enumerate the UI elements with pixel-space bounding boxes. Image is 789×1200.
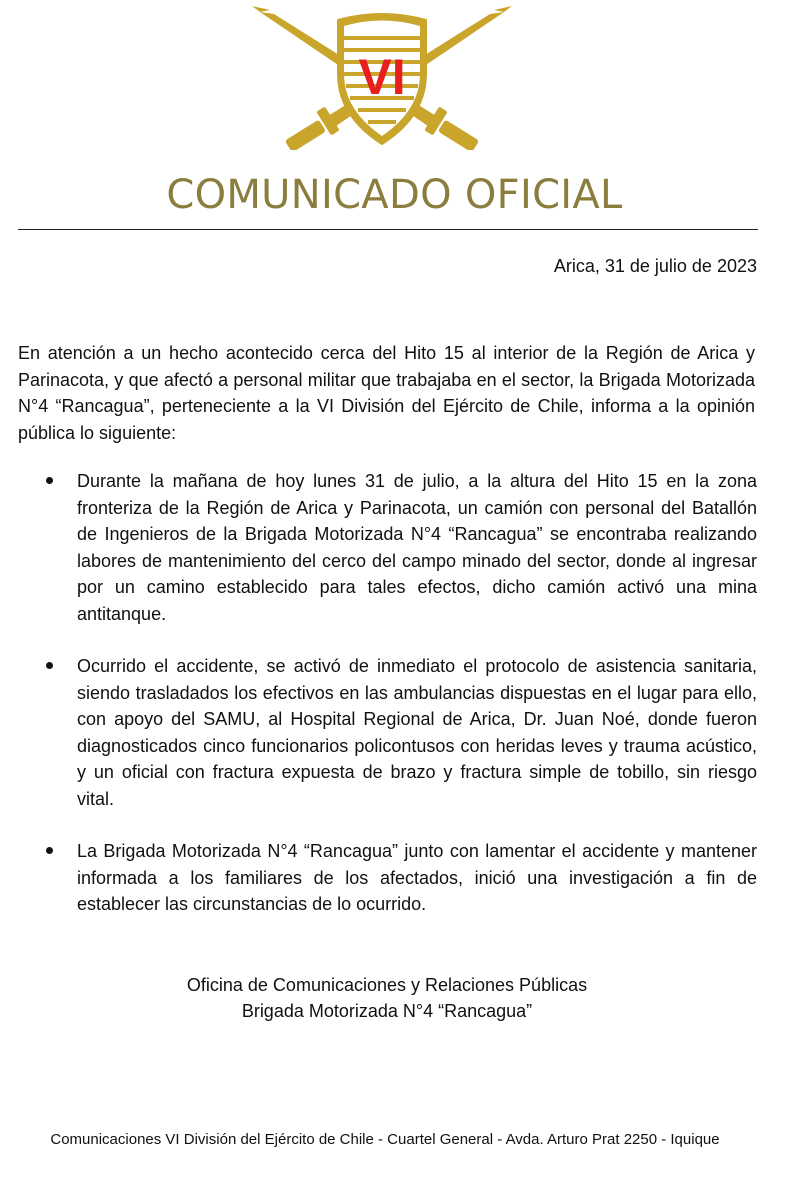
page-title: COMUNICADO OFICIAL bbox=[166, 172, 623, 218]
list-item-text: Ocurrido el accidente, se activó de inmediato el protocolo de asistencia sanitaria, siendo trasladados los efectivos en las ambulancias dispuestas en el lugar para ello, con apoyo del SAMU, al Hospital Regional de Arica, Dr. Juan Noé, donde fueron diagnosticados cinco funcionarios policontusos con heridas leves y trauma acústico, y un oficial con fractura expuesta de brazo y fractura simple de tobillo, sin riesgo vital. bbox=[77, 656, 757, 809]
intro-paragraph: En atención a un hecho acontecido cerca del Hito 15 al interior de la Región de Arica y Parinacota, y que afectó a personal militar que trabajaba en el sector, la Brigada Motorizada N°4 “Rancagua”, perteneciente a la VI División del Ejército de Chile, informa a la opinión pública lo siguiente: bbox=[18, 343, 755, 443]
list-item-text: La Brigada Motorizada N°4 “Rancagua” junto con lamentar el accidente y mantener informada a los familiares de los afectados, inició una investigación a fin de establecer las circunstancias de lo ocurrido. bbox=[77, 841, 757, 914]
army-emblem-icon bbox=[246, 4, 518, 150]
signature-office: Oficina de Comunicaciones y Relaciones Públicas bbox=[186, 975, 588, 995]
list-item bbox=[0, 468, 757, 627]
signature-unit: Brigada Motorizada N°4 “Rancagua” bbox=[241, 1001, 533, 1021]
list-item-text: Durante la mañana de hoy lunes 31 de julio, a la altura del Hito 15 en la zona fronteriza de la Región de Arica y Parinacota, un camión con personal del Batallón de Ingenieros de la Brigada Motorizada N°4 “Rancagua” se encontraba realizando labores de mantenimiento del cerco del campo minado del sector, donde al ingresar por un camino establecido para tales efectos, dicho camión activó una mina antitanque. bbox=[77, 471, 757, 624]
date-line: Arica, 31 de julio de 2023 bbox=[553, 256, 757, 276]
bullet-dot-icon bbox=[46, 662, 53, 669]
statement-list bbox=[0, 468, 789, 944]
page-footer: Comunicaciones VI División del Ejército de Chile - Cuartel General - Avda. Arturo Prat 2250 - Iquique bbox=[50, 1131, 720, 1148]
emblem-numeral: VI bbox=[358, 49, 406, 105]
bullet-dot-icon bbox=[46, 847, 53, 854]
list-item bbox=[0, 653, 757, 812]
bullet-dot-icon bbox=[46, 477, 53, 484]
signature-block bbox=[0, 972, 774, 1024]
list-item bbox=[0, 838, 757, 918]
title-divider bbox=[18, 229, 758, 230]
